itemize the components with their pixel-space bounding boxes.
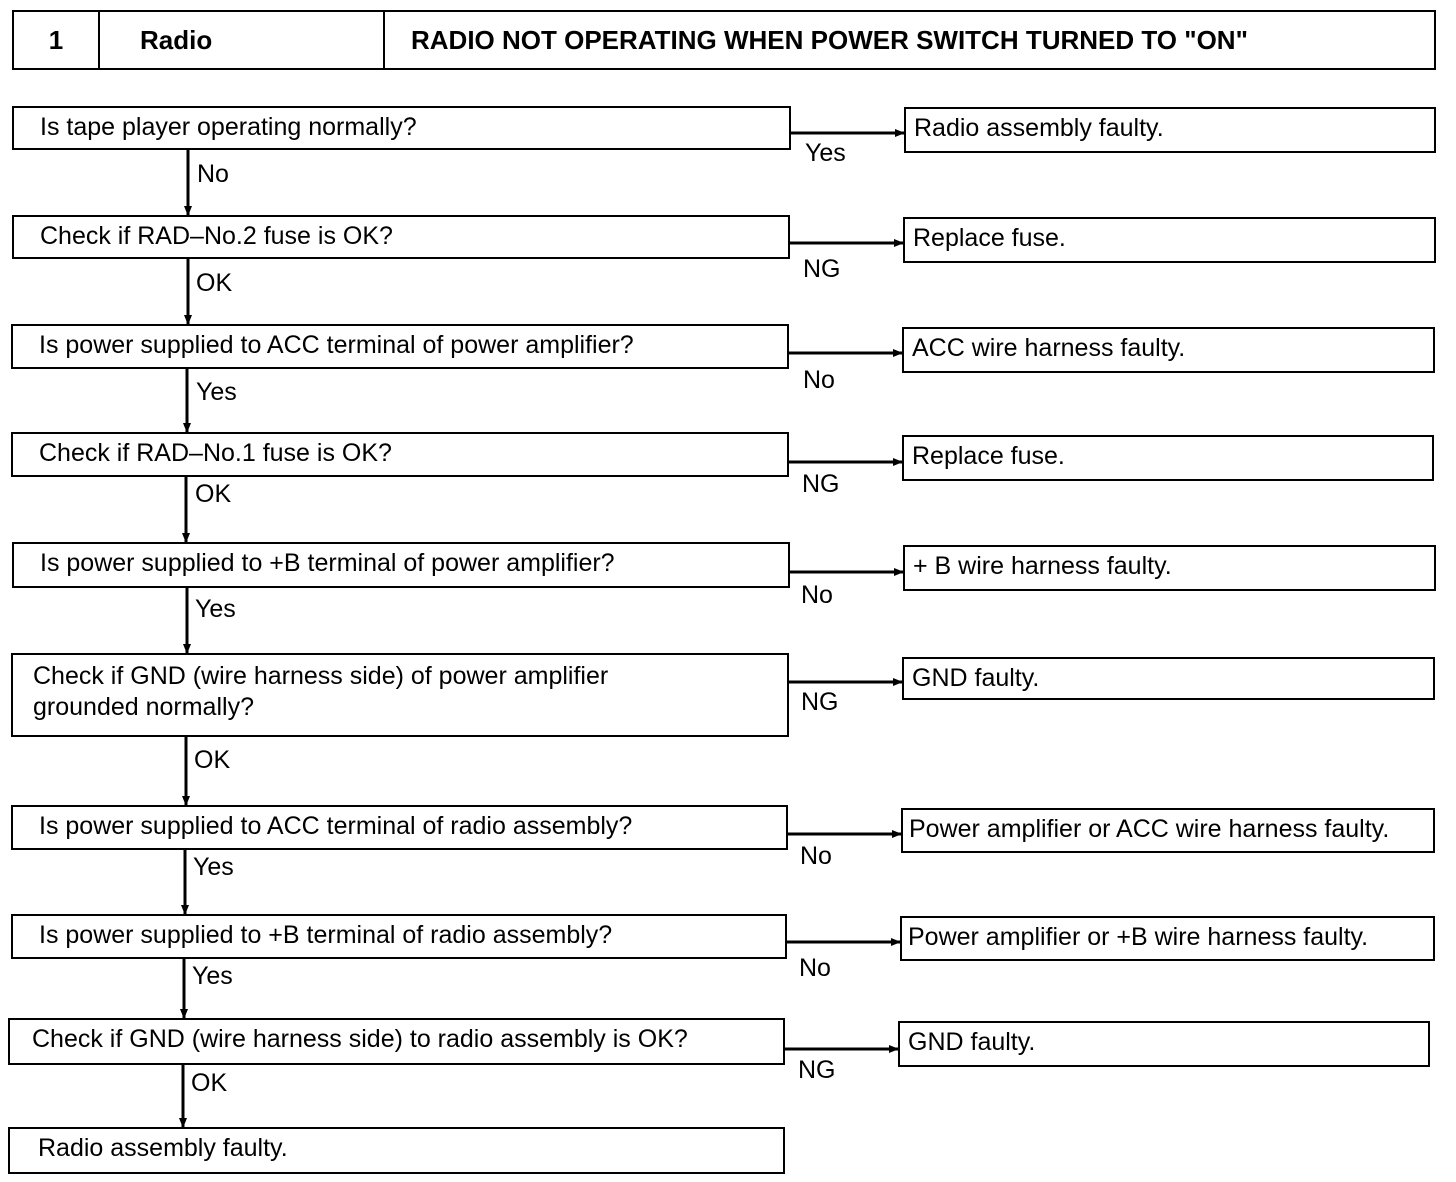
branch-label: Yes	[805, 139, 846, 167]
next-label: Yes	[195, 595, 236, 623]
question-text: Is power supplied to +B terminal of power amplifier?	[40, 549, 615, 577]
final-result-text: Radio assembly faulty.	[38, 1134, 288, 1162]
next-label: OK	[191, 1069, 228, 1097]
header-title: RADIO NOT OPERATING WHEN POWER SWITCH TURNED TO "ON"	[411, 24, 1248, 55]
next-label: No	[197, 160, 229, 188]
result-box	[901, 808, 1435, 853]
question-text-line1: Check if GND (wire harness side) of power amplifier	[33, 662, 609, 690]
result-box	[904, 107, 1436, 153]
question-box	[12, 542, 790, 588]
question-box	[11, 914, 787, 959]
result-text: GND faulty.	[908, 1028, 1036, 1056]
question-text: Check if RAD–No.2 fuse is OK?	[40, 222, 393, 250]
result-text: + B wire harness faulty.	[913, 552, 1172, 580]
result-text: GND faulty.	[912, 664, 1040, 692]
question-box	[11, 432, 789, 477]
result-text: Radio assembly faulty.	[914, 114, 1164, 142]
branch-label: NG	[801, 688, 839, 716]
question-text: Check if GND (wire harness side) to radio assembly is OK?	[32, 1025, 688, 1053]
result-box	[903, 545, 1436, 591]
branch-label: No	[799, 954, 831, 982]
question-box	[11, 324, 789, 369]
next-label: Yes	[193, 853, 234, 881]
question-text: Check if RAD–No.1 fuse is OK?	[39, 439, 392, 467]
question-text: Is power supplied to ACC terminal of radio assembly?	[39, 812, 633, 840]
next-label: OK	[196, 269, 233, 297]
branch-label: NG	[803, 255, 841, 283]
result-box	[902, 327, 1435, 373]
next-label: Yes	[196, 378, 237, 406]
next-label: OK	[195, 480, 232, 508]
next-label: Yes	[192, 962, 233, 990]
question-text: Is power supplied to +B terminal of radio assembly?	[39, 921, 613, 949]
question-box	[12, 106, 791, 150]
next-label: OK	[194, 746, 231, 774]
header-system: Radio	[100, 12, 385, 68]
result-box	[902, 435, 1434, 481]
result-text: Power amplifier or +B wire harness faulty.	[908, 923, 1369, 951]
branch-label: No	[803, 366, 835, 394]
result-box	[902, 657, 1435, 700]
branch-label: No	[800, 842, 832, 870]
question-box	[11, 805, 788, 850]
question-box	[8, 1018, 785, 1065]
question-box	[12, 215, 790, 259]
result-text: Replace fuse.	[913, 224, 1066, 252]
question-text-line2: grounded normally?	[33, 693, 254, 721]
branch-label: No	[801, 581, 833, 609]
result-text: ACC wire harness faulty.	[912, 334, 1186, 362]
question-text: Is tape player operating normally?	[40, 113, 417, 141]
question-box	[11, 653, 789, 737]
branch-label: NG	[798, 1056, 836, 1084]
result-text: Power amplifier or ACC wire harness faulty.	[909, 815, 1390, 843]
result-box	[903, 217, 1436, 263]
branch-label: NG	[802, 470, 840, 498]
result-box	[900, 916, 1435, 961]
question-text: Is power supplied to ACC terminal of power amplifier?	[39, 331, 634, 359]
header-number: 1	[14, 12, 100, 68]
result-box	[898, 1021, 1430, 1067]
final-result-box	[8, 1127, 785, 1174]
result-text: Replace fuse.	[912, 442, 1065, 470]
